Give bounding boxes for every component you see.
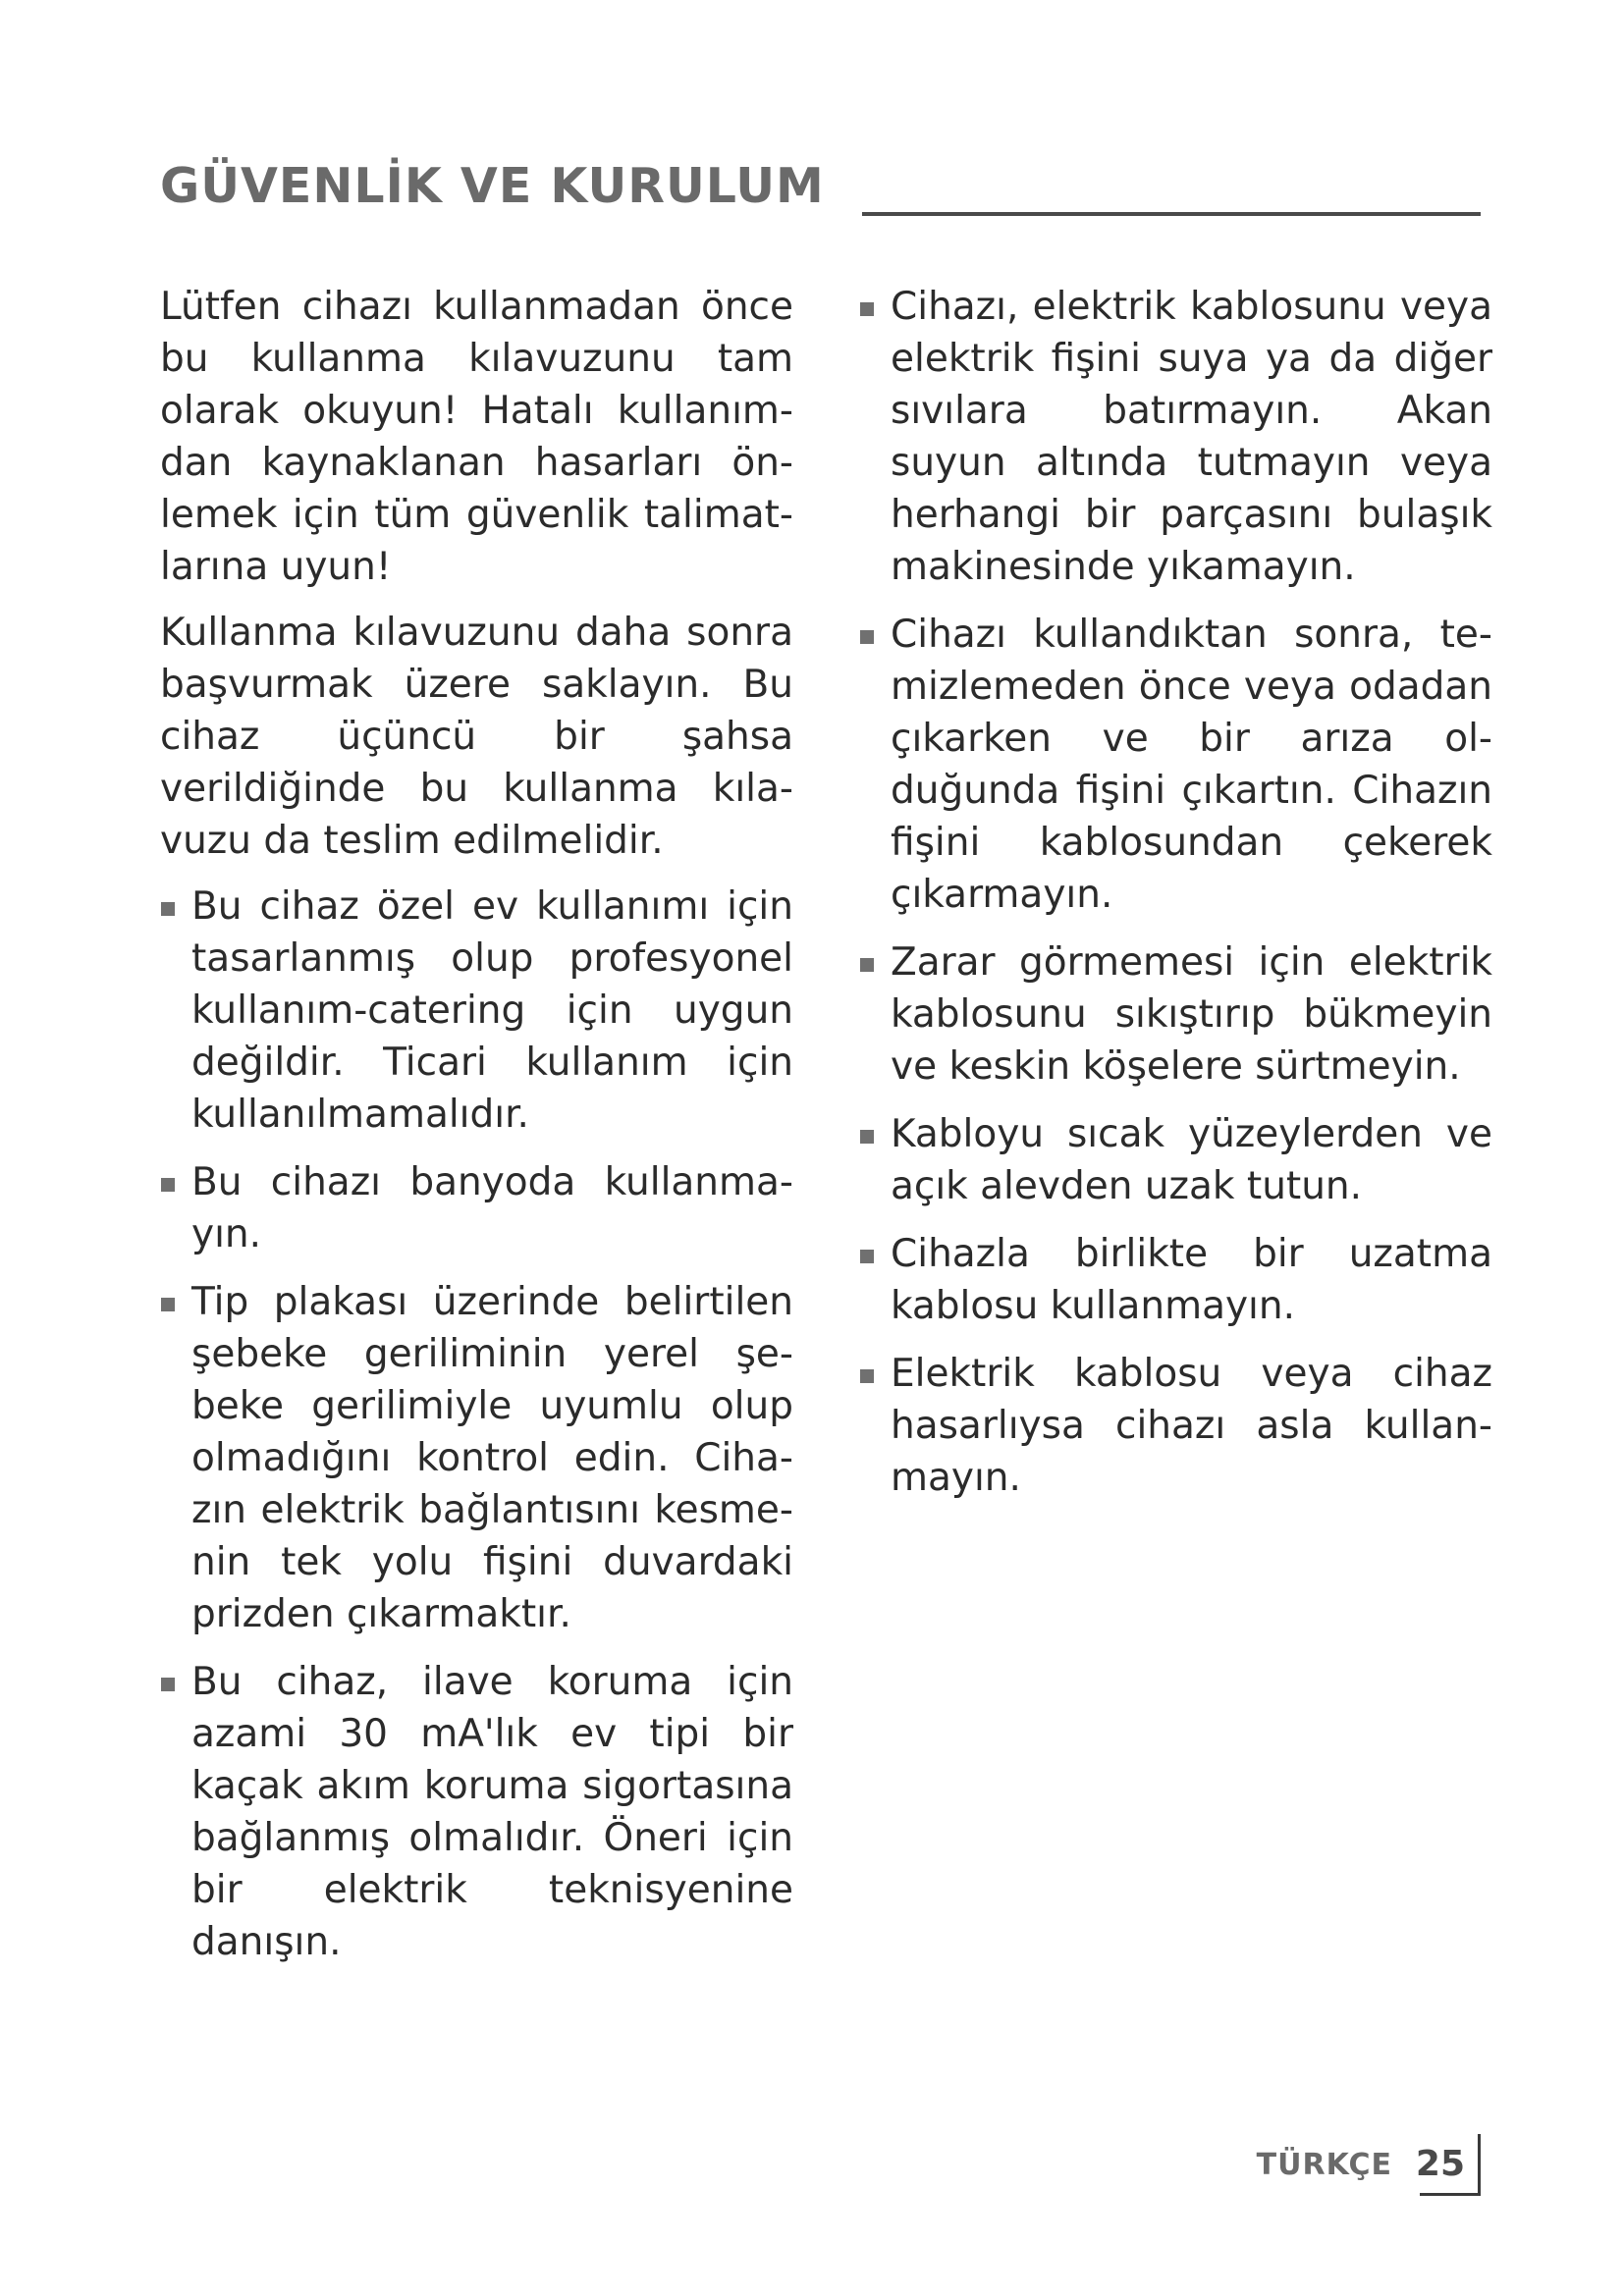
- square-bullet-icon: [860, 958, 874, 972]
- list-item-text: Bu cihaz özel ev kullanımı için tasarlanmış olup profesyonel kullanım-catering için uygun değildir. Ticari kullanım için kullanılmamalıdır.: [191, 884, 793, 1137]
- square-bullet-icon: [161, 1178, 175, 1192]
- list-item: [160, 1276, 793, 1640]
- footer-corner-rule: [1478, 2134, 1481, 2195]
- left-column: [160, 281, 793, 1984]
- list-item-text: Zarar görmemesi için elektrik kablosunu sıkıştırıp bükmeyin ve keskin köşelere sürtmeyin.: [891, 940, 1492, 1089]
- list-item-text: Tip plakası üzerinde belirtilen şebeke geriliminin yerel şebeke gerilimiyle uyumlu olup olmadığını kontrol edin. Cihazın elektrik bağlantısını kesmenin tek yolu fişini duvardaki prizden çıkarmaktır.: [191, 1280, 793, 1636]
- list-item: [160, 881, 793, 1141]
- footer-underline-rule: [1420, 2193, 1481, 2196]
- square-bullet-icon: [860, 1369, 874, 1383]
- list-item: [160, 1656, 793, 1968]
- page-number: 25: [1415, 2144, 1465, 2184]
- footer-language: TÜRKÇE: [1256, 2148, 1392, 2182]
- square-bullet-icon: [860, 1250, 874, 1263]
- square-bullet-icon: [860, 302, 874, 316]
- list-item: [859, 1348, 1492, 1504]
- page-title: GÜVENLİK VE KURULUM: [160, 158, 825, 214]
- square-bullet-icon: [161, 1678, 175, 1691]
- list-item: [859, 936, 1492, 1093]
- square-bullet-icon: [860, 630, 874, 644]
- list-item-text: Bu cihazı banyoda kullanmayın.: [191, 1160, 793, 1256]
- list-item: [859, 281, 1492, 593]
- list-item-text: Cihazla birlikte bir uzatma kablosu kullanmayın.: [891, 1232, 1492, 1328]
- section-header: [160, 157, 1481, 216]
- list-item-text: Elektrik kablosu veya cihaz hasarlıysa cihazı asla kullanmayın.: [891, 1352, 1492, 1500]
- square-bullet-icon: [860, 1130, 874, 1144]
- title-rule: [862, 212, 1481, 216]
- list-item-text: Kabloyu sıcak yüzeylerden ve açık alevden uzak tutun.: [891, 1112, 1492, 1208]
- list-item: [160, 1156, 793, 1260]
- list-item-text: Cihazı, elektrik kablosunu veya elektrik fişini suya ya da diğer sıvılara batırmayın. Akan suyun altında tutmayın veya herhangi bir parçasını bulaşık makinesinde yıkamayın.: [891, 285, 1492, 589]
- list-item: [859, 609, 1492, 921]
- square-bullet-icon: [161, 902, 175, 916]
- right-column: [859, 281, 1492, 1520]
- square-bullet-icon: [161, 1298, 175, 1311]
- intro-paragraph: Kullanma kılavuzunu daha sonra başvurmak üzere saklayın. Bu cihaz üçüncü bir şahsa verildiğinde bu kullanma kılavuzu da teslim edilmelidir.: [160, 611, 793, 863]
- list-item: [859, 1228, 1492, 1332]
- list-item-text: Cihazı kullandıktan sonra, temizlemeden önce veya odadan çıkarken ve bir arıza olduğunda fişini çıkartın. Cihazın fişini kablosundan çekerek çıkarmayın.: [891, 613, 1492, 917]
- page-footer: [1247, 2130, 1483, 2199]
- intro-paragraph: Lütfen cihazı kullanmadan önce bu kullanma kılavuzunu tam olarak okuyun! Hatalı kullanımdan kaynaklanan hasarları önlemek için tüm güvenlik talimatlarına uyun!: [160, 285, 793, 589]
- list-item-text: Bu cihaz, ilave koruma için azami 30 mA'lık ev tipi bir kaçak akım koruma sigortasına bağlanmış olmalıdır. Öneri için bir elektrik teknisyenine danışın.: [191, 1660, 793, 1964]
- list-item: [859, 1108, 1492, 1212]
